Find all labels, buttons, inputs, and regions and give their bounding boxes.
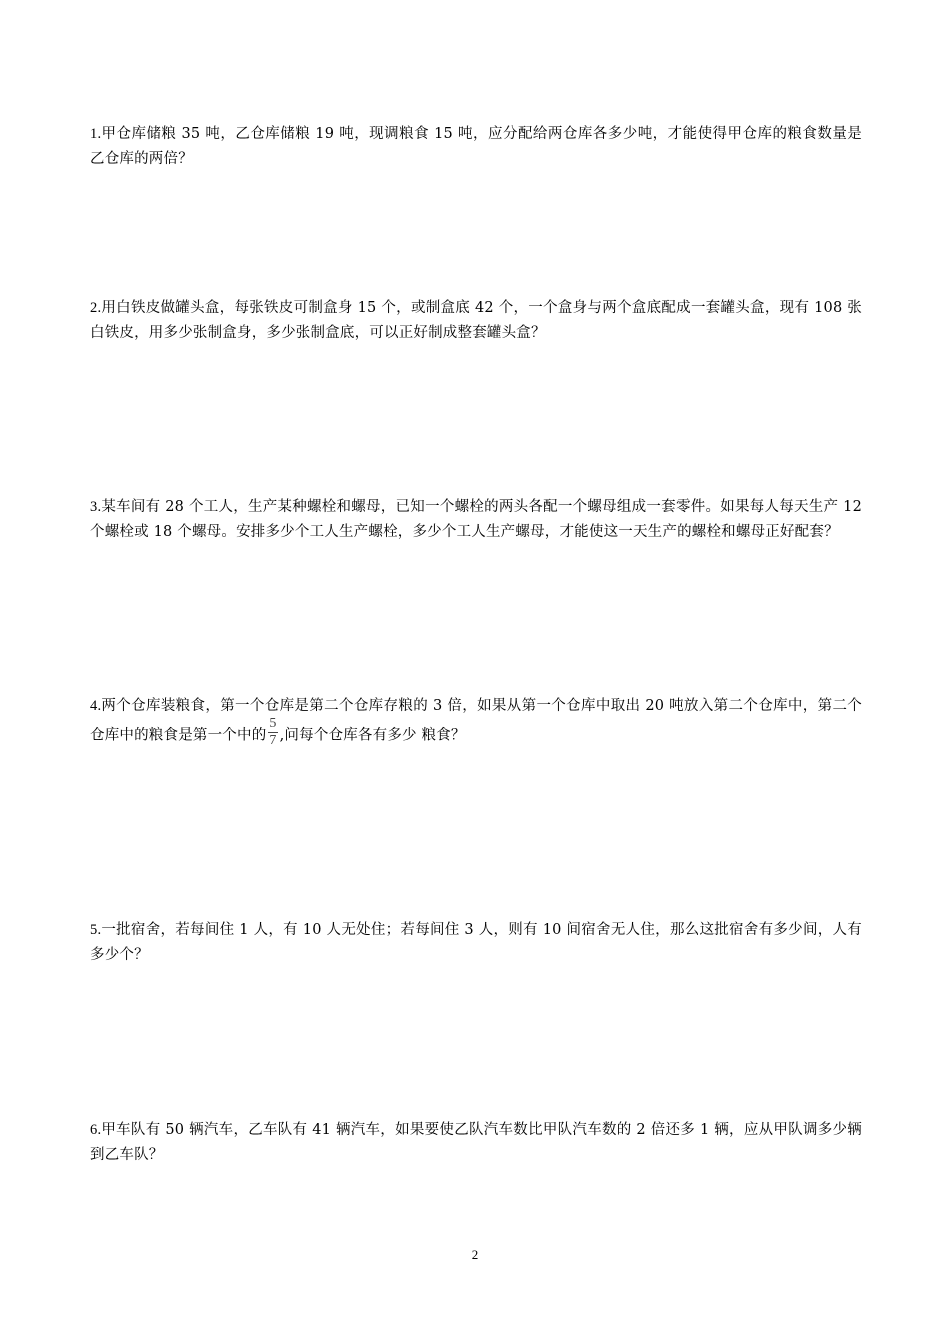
problem-6 [90,1118,862,1168]
problem-number: 4. [90,698,102,714]
fraction [268,716,277,749]
problem-2 [90,296,862,346]
fraction-denominator: 7 [269,733,277,748]
problem-text-before-fraction: 两个仓库装粮食，第一个仓库是第二个仓库存粮的 3 倍，如果从第一个仓库中取出 20 吨放入第二个仓库中，第二个仓库中的粮食是第一个中的 [90,698,862,744]
page-number: 2 [471,1247,479,1262]
problem-4 [90,694,862,752]
fraction-numerator: 5 [269,716,277,731]
problem-number: 3. [90,499,102,515]
problem-1 [90,122,862,172]
problem-3 [90,495,862,545]
problem-text: 用白铁皮做罐头盒，每张铁皮可制盒身 15 个，或制盒底 42 个，一个盒身与两个盒底配成一套罐头盒，现有 108 张白铁皮，用多少张制盒身，多少张制盒底，可以正好制成整套罐头盒？ [90,300,862,341]
problem-number: 1. [90,126,102,142]
problem-number: 6. [90,1122,102,1138]
problem-text-after-fraction: ,问每个仓库各有多少 粮食？ [279,727,466,744]
problem-number: 2. [90,300,102,316]
problem-text: 某车间有 28 个工人，生产某种螺栓和螺母，已知一个螺栓的两头各配一个螺母组成一套零件。如果每人每天生产 12 个螺栓或 18 个螺母。安排多少个工人生产螺栓，多少个工人生产螺母，才能使这一天生产的螺栓和螺母正好配套？ [90,499,862,540]
problem-text: 一批宿舍，若每间住 1 人，有 10 人无处住；若每间住 3 人，则有 10 间宿舍无人住，那么这批宿舍有多少间，人有多少个？ [90,922,862,963]
problem-text: 甲仓库储粮 35 吨，乙仓库储粮 19 吨，现调粮食 15 吨，应分配给两仓库各多少吨，才能使得甲仓库的粮食数量是乙仓库的两倍？ [90,126,862,167]
problem-5 [90,918,862,968]
problem-text: 甲车队有 50 辆汽车，乙车队有 41 辆汽车，如果要使乙队汽车数比甲队汽车数的 2 倍还多 1 辆，应从甲队调多少辆到乙车队？ [90,1122,862,1163]
problem-number: 5. [90,922,102,938]
